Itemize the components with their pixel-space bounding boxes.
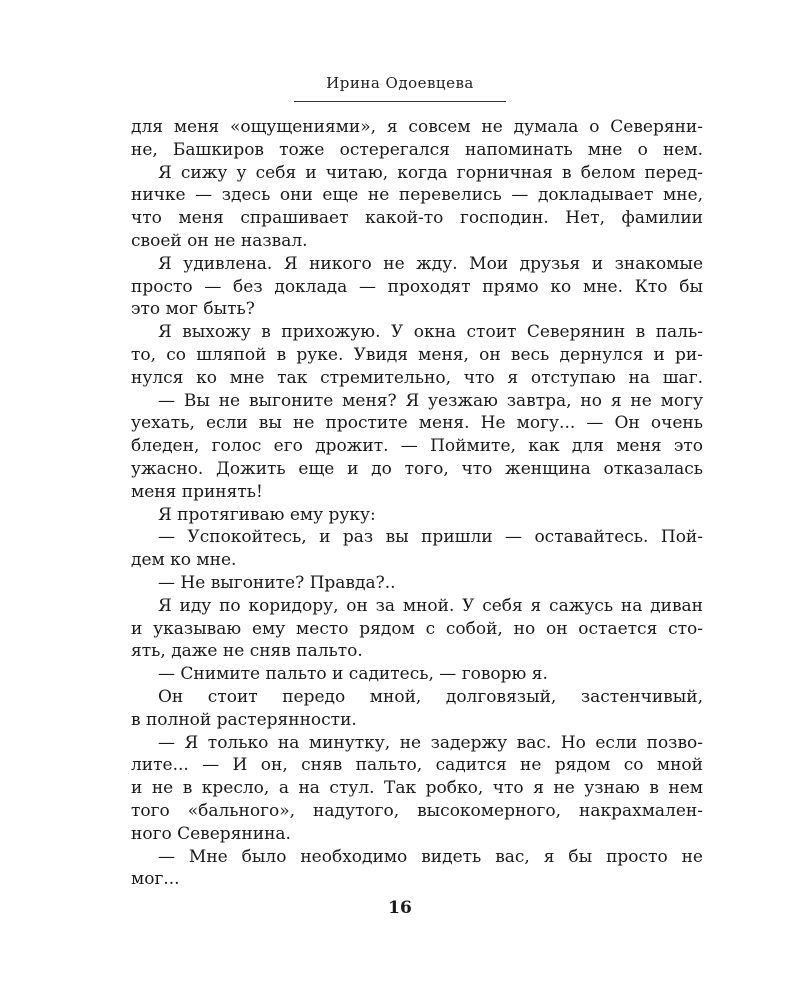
- page-number: 16: [388, 898, 412, 918]
- header-rule: [294, 101, 506, 102]
- text-line: — Я только на минутку, не задержу вас. Но если позво-: [158, 732, 703, 753]
- text-line: Я протягиваю ему руку:: [158, 504, 376, 525]
- text-line: — Мне было необходимо видеть вас, я бы просто не: [158, 846, 703, 867]
- text-line: и указываю ему место рядом с собой, но он остается сто-: [131, 618, 703, 639]
- text-line: и не в кресло, а на стул. Так робко, что я не узнаю в нем: [131, 778, 703, 799]
- text-line: того «бального», надутого, высокомерного, накрахмален-: [131, 800, 703, 821]
- text-line: в полной растерянности.: [131, 709, 357, 730]
- text-line: нулся ко мне так стремительно, что я отступаю на шаг.: [131, 367, 703, 388]
- text-line: Я удивлена. Я никого не жду. Мои друзья и знакомые: [158, 253, 703, 274]
- text-line: просто — без доклада — проходят прямо ко мне. Кто бы: [131, 276, 703, 297]
- text-line: — Снимите пальто и садитесь, — говорю я.: [158, 664, 548, 685]
- text-line: Он стоит передо мной, долговязый, застенчивый,: [158, 686, 703, 707]
- text-line: своей он не назвал.: [131, 230, 308, 251]
- text-line: мог...: [131, 869, 180, 890]
- text-line: это мог быть?: [131, 299, 255, 320]
- text-line: дем ко мне.: [131, 550, 237, 571]
- text-line: не, Башкиров тоже остерегался напоминать мне о нем.: [131, 139, 703, 160]
- running-head-author: Ирина Одоевцева: [326, 74, 474, 92]
- text-line: ужасно. Дожить еще и до того, что женщина отказалась: [131, 458, 703, 479]
- text-line: для меня «ощущениями», я совсем не думала о Северяни-: [131, 117, 703, 137]
- text-line: ного Северянина.: [131, 823, 291, 844]
- text-line: ять, даже не сняв пальто.: [131, 641, 363, 662]
- text-line: Я иду по коридору, он за мной. У себя я сажусь на диван: [158, 595, 703, 616]
- text-line: бледен, голос его дрожит. — Поймите, как для меня это: [131, 436, 703, 457]
- text-line: ничке — здесь они еще не перевелись — докладывает мне,: [131, 185, 703, 206]
- text-line: уехать, если вы не простите меня. Не могу... — Он очень: [131, 413, 703, 434]
- text-line: Я сижу у себя и читаю, когда горничная в белом перед-: [158, 162, 703, 183]
- body-text: [131, 116, 703, 891]
- text-line: то, со шляпой в руке. Увидя меня, он весь дернулся и ри-: [131, 344, 703, 365]
- text-line: что меня спрашивает какой-то господин. Нет, фамилии: [131, 208, 703, 229]
- text-line: — Вы не выгоните меня? Я уезжаю завтра, но я не могу: [158, 390, 703, 411]
- text-line: Я выхожу в прихожую. У окна стоит Северянин в паль-: [158, 322, 703, 343]
- text-line: — Не выгоните? Правда?..: [158, 572, 396, 593]
- text-line: — Успокойтесь, и раз вы пришли — оставайтесь. Пой-: [158, 527, 703, 548]
- text-line: меня принять!: [131, 481, 263, 502]
- text-line: лите... — И он, сняв пальто, садится не рядом со мной: [131, 755, 703, 776]
